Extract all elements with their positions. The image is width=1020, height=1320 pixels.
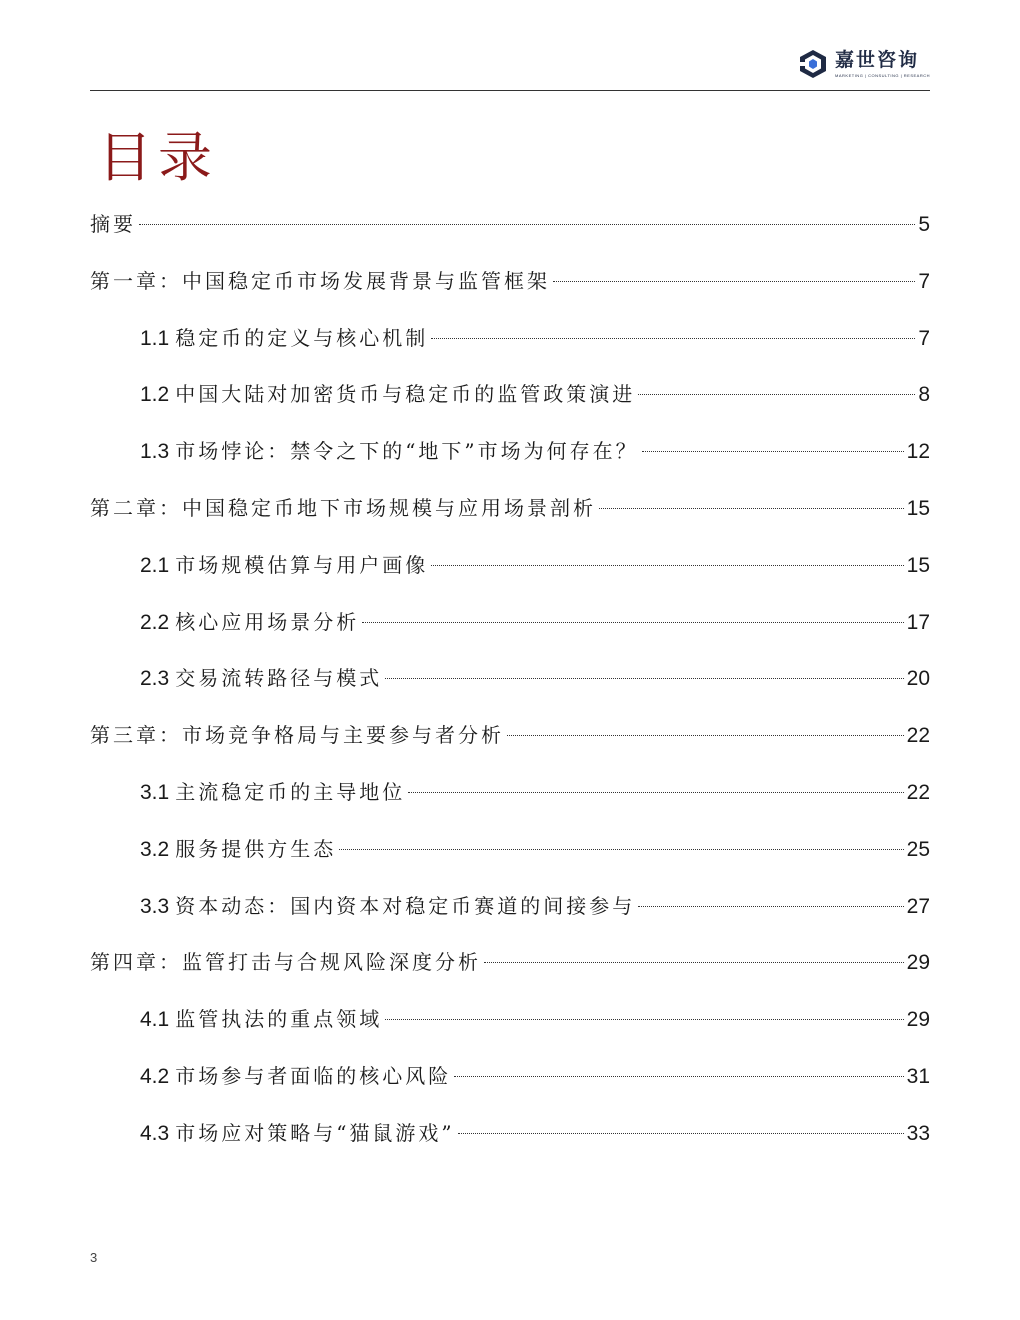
- toc-entry[interactable]: [90, 372, 930, 429]
- toc-entry-page: 20: [906, 667, 930, 691]
- toc-entry-page: 25: [906, 837, 930, 861]
- toc-entry-page: 12: [906, 440, 930, 464]
- toc-dot-leader: [431, 338, 915, 339]
- toc-entry-number: 2.2: [140, 610, 170, 634]
- header-divider: [90, 90, 930, 91]
- toc-entry-label: 中国大陆对加密货币与稳定币的监管政策演进: [175, 382, 636, 407]
- toc-entry-label: 市场悖论：禁令之下的“地下”市场为何存在？: [175, 439, 639, 464]
- toc-entry[interactable]: [90, 202, 930, 259]
- toc-dot-leader: [139, 224, 915, 225]
- toc-dot-leader: [362, 622, 903, 623]
- toc-entry-page: 17: [906, 610, 930, 634]
- toc-dot-leader: [638, 394, 915, 395]
- toc-entry-number: 4.3: [140, 1121, 170, 1145]
- toc-dot-leader: [553, 281, 915, 282]
- toc-entry-label: 核心应用场景分析: [175, 609, 360, 634]
- toc-dot-leader: [599, 508, 904, 509]
- toc-entry-label: 资本动态：国内资本对稳定币赛道的间接参与: [175, 893, 636, 918]
- toc-entry-label: 第四章：监管打击与合规风险深度分析: [90, 950, 481, 975]
- toc-entry-number: 3.2: [140, 837, 170, 861]
- toc-entry-page: 7: [918, 326, 930, 350]
- toc-dot-leader: [454, 1076, 903, 1077]
- toc-entry[interactable]: [90, 884, 930, 941]
- toc-entry[interactable]: [90, 600, 930, 657]
- toc-entry-number: 1.2: [140, 383, 170, 407]
- toc-entry[interactable]: [90, 713, 930, 770]
- toc-entry-number: 1.3: [140, 440, 170, 464]
- toc-entry-number: 3.1: [140, 780, 170, 804]
- toc-entry-label: 市场参与者面临的核心风险: [175, 1063, 452, 1088]
- page-title: 目录: [98, 126, 218, 189]
- toc-entry-page: 27: [906, 894, 930, 918]
- toc-dot-leader: [385, 1019, 903, 1020]
- toc-entry[interactable]: [90, 656, 930, 713]
- toc-entry-page: 5: [918, 213, 930, 236]
- toc-entry[interactable]: [90, 1054, 930, 1111]
- toc-dot-leader: [642, 451, 904, 452]
- toc-dot-leader: [408, 792, 903, 793]
- toc-entry[interactable]: [90, 316, 930, 373]
- toc-dot-leader: [431, 565, 903, 566]
- toc-entry[interactable]: [90, 997, 930, 1054]
- toc-entry-page: 29: [906, 1008, 930, 1032]
- toc-dot-leader: [339, 849, 903, 850]
- toc-entry-number: 4.1: [140, 1008, 170, 1032]
- brand: [797, 44, 930, 84]
- toc-entry[interactable]: [90, 1111, 930, 1168]
- toc-entry-page: 15: [906, 496, 930, 520]
- toc-entry-label: 服务提供方生态: [175, 836, 337, 861]
- toc-entry-label: 稳定币的定义与核心机制: [175, 325, 429, 350]
- toc-entry-page: 7: [918, 269, 930, 293]
- toc-entry-label: 第二章：中国稳定币地下市场规模与应用场景剖析: [90, 495, 596, 520]
- toc-entry-page: 15: [906, 553, 930, 577]
- table-of-contents: [90, 202, 930, 1168]
- toc-entry-page: 22: [906, 724, 930, 748]
- toc-entry[interactable]: [90, 770, 930, 827]
- toc-entry[interactable]: [90, 429, 930, 486]
- toc-entry-label: 第三章：市场竞争格局与主要参与者分析: [90, 723, 504, 748]
- toc-dot-leader: [458, 1133, 904, 1134]
- toc-entry-number: 2.3: [140, 667, 170, 691]
- toc-entry-page: 33: [906, 1121, 930, 1145]
- toc-entry-label: 第一章：中国稳定币市场发展背景与监管框架: [90, 268, 550, 293]
- page-header: [90, 40, 930, 90]
- brand-name: 嘉世咨询: [835, 49, 920, 71]
- toc-entry-label: 主流稳定币的主导地位: [175, 779, 406, 804]
- toc-entry-label: 监管执法的重点领域: [175, 1007, 383, 1032]
- toc-dot-leader: [507, 735, 904, 736]
- toc-entry-number: 1.1: [140, 326, 170, 350]
- toc-entry-page: 31: [906, 1064, 930, 1088]
- page-number: 3: [90, 1250, 98, 1265]
- toc-entry-label: 交易流转路径与模式: [175, 666, 383, 691]
- toc-dot-leader: [638, 906, 903, 907]
- jiashi-logo-icon: [797, 48, 829, 80]
- toc-entry-page: 22: [906, 780, 930, 804]
- toc-entry-number: 2.1: [140, 553, 170, 577]
- toc-entry[interactable]: [90, 827, 930, 884]
- toc-entry[interactable]: [90, 259, 930, 316]
- toc-entry[interactable]: [90, 543, 930, 600]
- toc-entry-label: 市场应对策略与“猫鼠游戏”: [175, 1120, 455, 1145]
- toc-entry[interactable]: [90, 486, 930, 543]
- toc-entry-label: 市场规模估算与用户画像: [175, 552, 429, 577]
- toc-entry-number: 4.2: [140, 1064, 170, 1088]
- toc-dot-leader: [484, 962, 904, 963]
- brand-tagline: MARKETING | CONSULTING | RESEARCH: [835, 73, 930, 78]
- toc-entry-page: 8: [918, 383, 930, 407]
- brand-text: [835, 49, 930, 79]
- toc-entry-page: 29: [906, 951, 930, 975]
- toc-dot-leader: [385, 678, 903, 679]
- toc-entry[interactable]: [90, 940, 930, 997]
- toc-entry-label: 摘要: [90, 212, 136, 236]
- toc-entry-number: 3.3: [140, 894, 170, 918]
